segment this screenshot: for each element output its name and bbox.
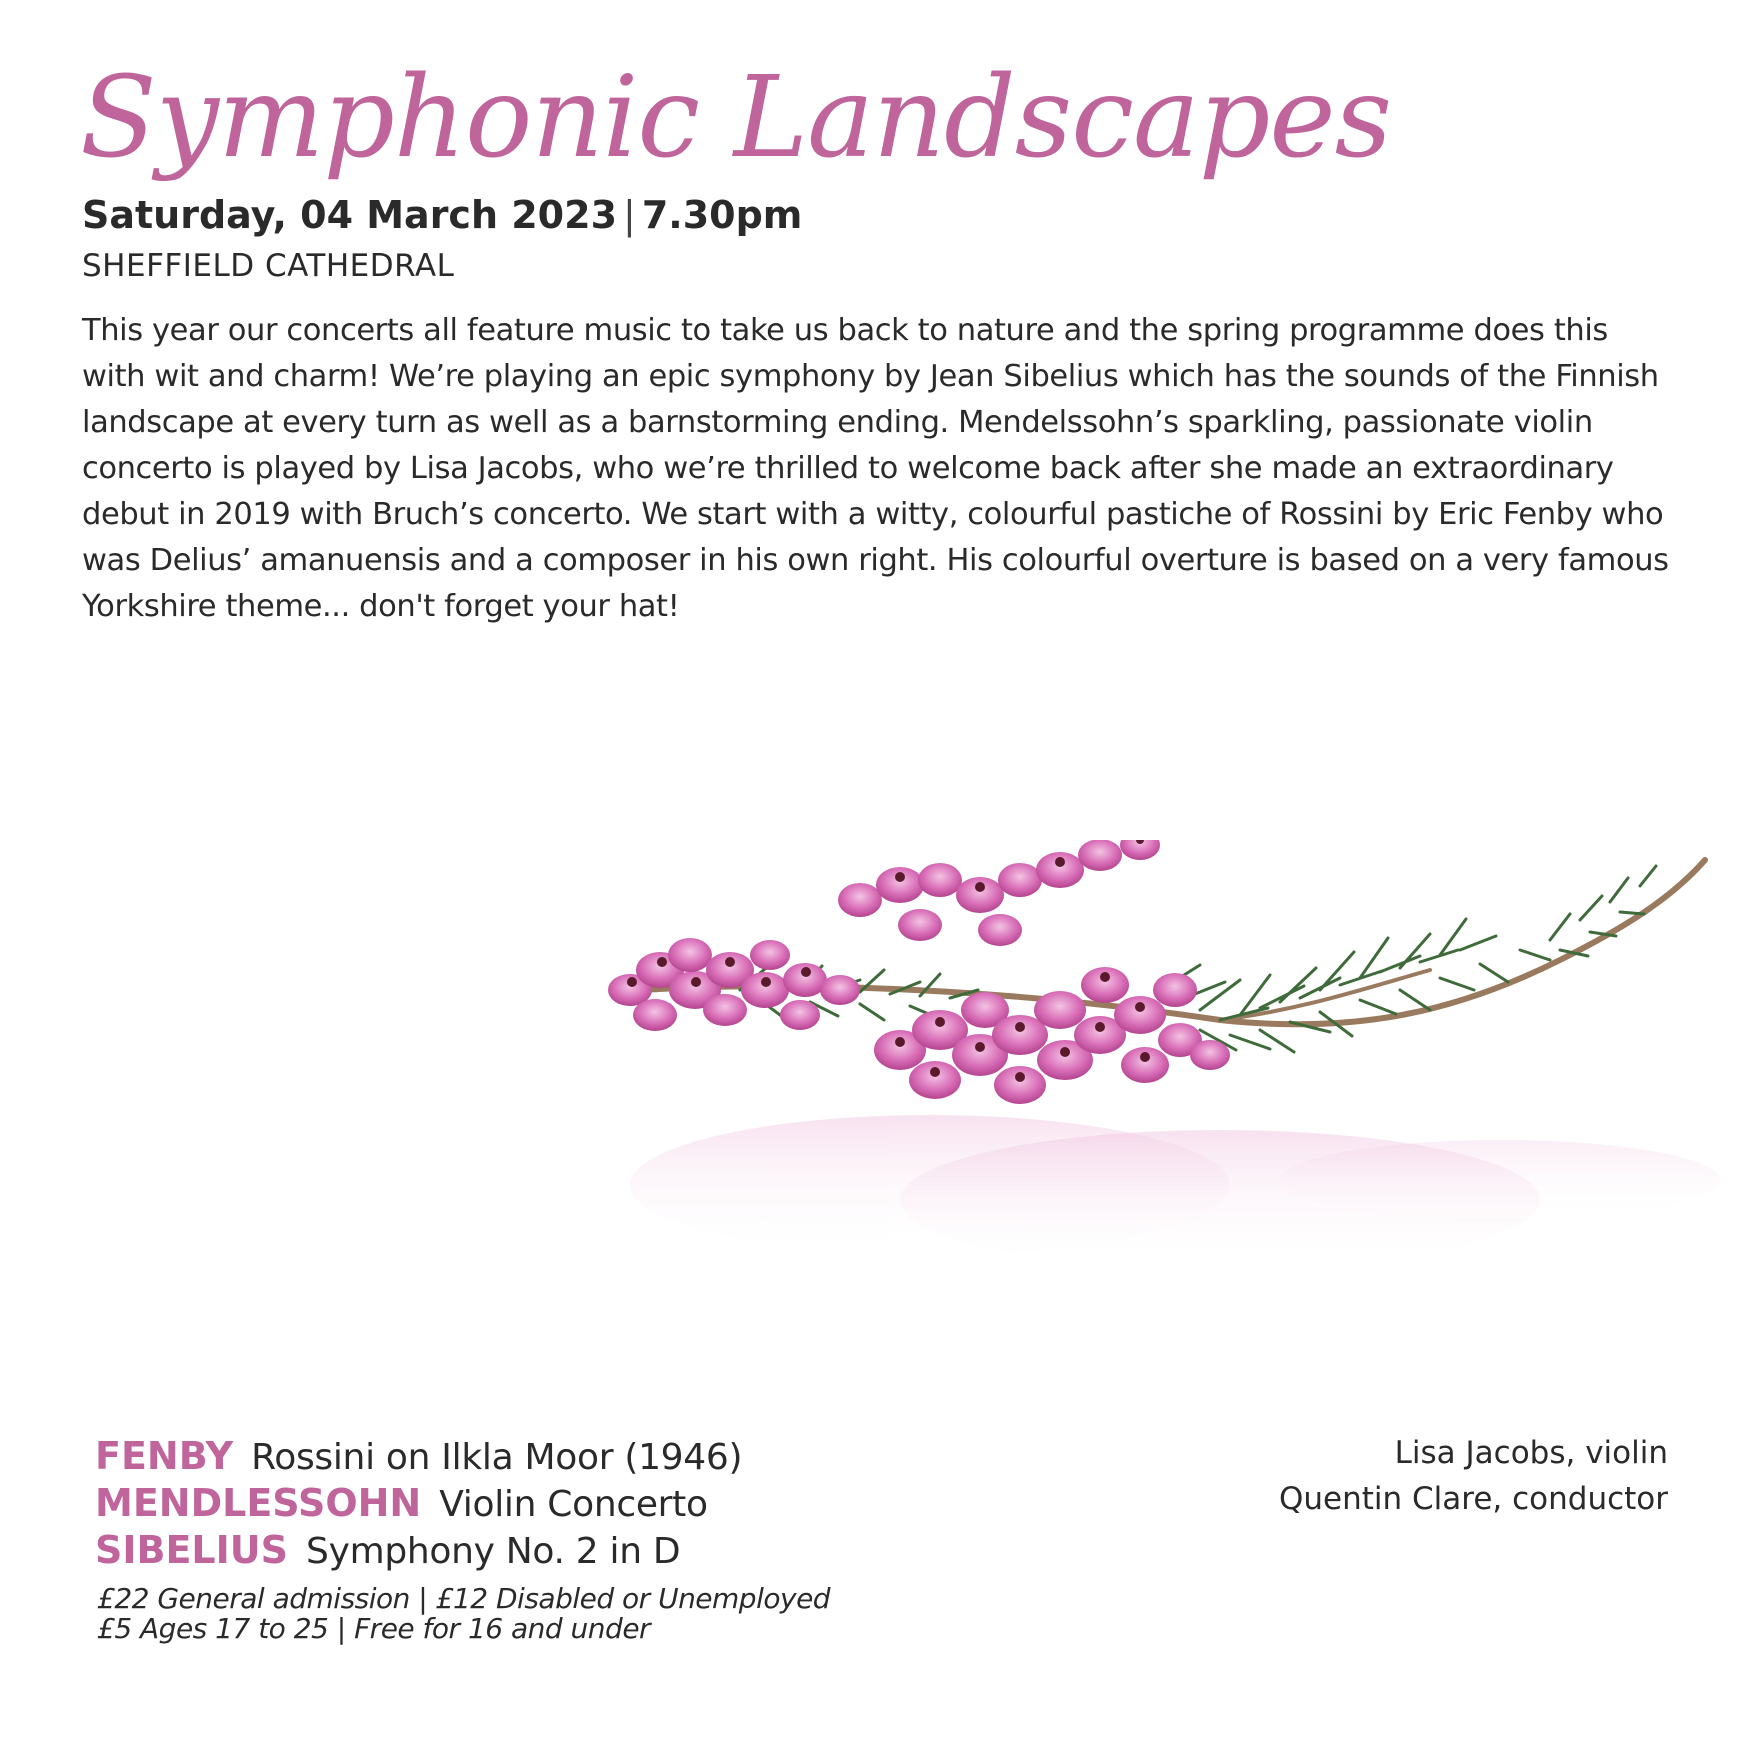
performers <box>1279 1430 1668 1522</box>
blossoms <box>608 840 1230 1104</box>
composer-name: FENBY <box>95 1434 234 1478</box>
price-line: £5 Ages 17 to 25 | Free for 16 and under <box>97 1612 651 1645</box>
venue: SHEFFIELD CATHEDRAL <box>82 248 455 284</box>
ticket-prices <box>97 1584 830 1644</box>
flower-reflection <box>630 1115 1720 1270</box>
conductor: Quentin Clare, conductor <box>1278 1481 1668 1517</box>
concert-date: Saturday, 04 March 2023 <box>82 193 618 237</box>
program-item <box>95 1528 742 1575</box>
page-title: Symphonic Landscapes <box>80 53 1392 183</box>
program-list <box>95 1434 742 1575</box>
program-item <box>95 1434 742 1481</box>
composer-name: MENDLESSOHN <box>95 1481 422 1525</box>
price-line: £22 General admission | £12 Disabled or Unemployed <box>97 1582 831 1615</box>
concert-time: 7.30pm <box>641 193 803 237</box>
soloist: Lisa Jacobs, violin <box>1394 1435 1668 1471</box>
date-time-line <box>82 192 802 238</box>
work-title: Rossini on Ilkla Moor (1946) <box>251 1437 743 1478</box>
intro-paragraph: This year our concerts all feature music to take us back to nature and the spring programme does this with wit and charm! We’re playing an epic symphony by Jean Sibelius which has the sounds of the Finnish landscape at every turn as well as a barnstorming ending. Mendelssohn’s sparkling, passionate violin concerto is played by Lisa Jacobs, who we’re thrilled to welcome back after she made an extraordinary debut in 2019 with Bruch’s concerto. We start with a witty, colourful pastiche of Rossini by Eric Fenby who was Delius’ amanuensis and a composer in his own right. His colourful overture is based on a very famous Yorkshire theme... don't forget your hat! <box>82 313 1669 624</box>
work-title: Violin Concerto <box>439 1484 708 1525</box>
date-separator: | <box>623 193 636 237</box>
work-title: Symphony No. 2 in D <box>306 1531 681 1572</box>
composer-name: SIBELIUS <box>95 1528 289 1572</box>
program-item <box>95 1481 742 1528</box>
heather-sprig-illustration <box>600 840 1720 1400</box>
